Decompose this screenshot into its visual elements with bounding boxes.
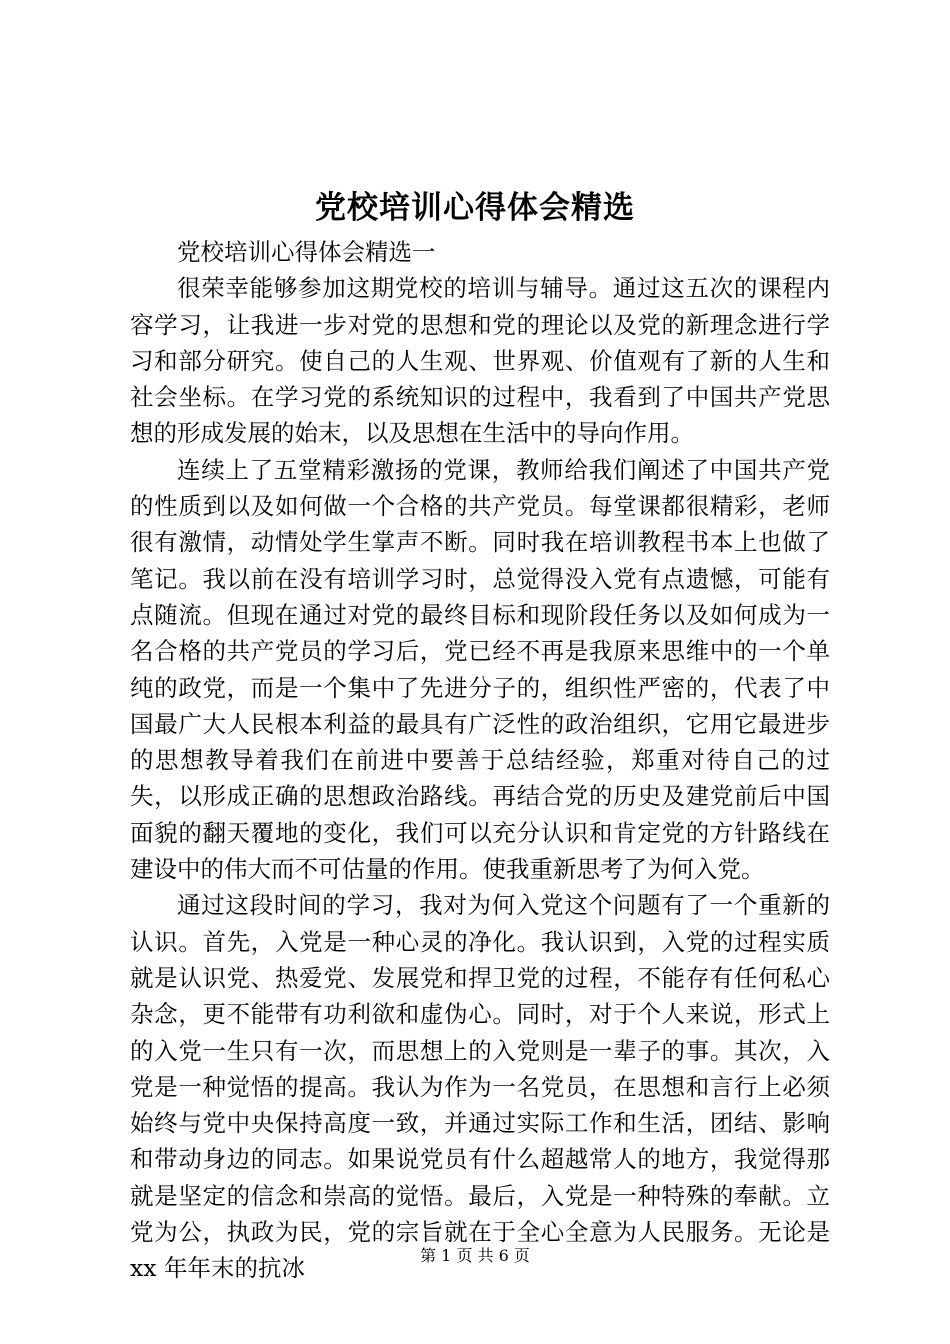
section-heading: 党校培训心得体会精选一: [177, 238, 436, 266]
document-body: [130, 234, 830, 1287]
page-number-footer: 第 1 页 共 6 页: [420, 1246, 530, 1265]
paragraph: 连续上了五堂精彩激扬的党课，教师给我们阐述了中国共产党的性质到以及如何做一个合格的共产党员。每堂课都很精彩，老师很有激情，动情处学生掌声不断。同时我在培训教程书本上也做了笔记。我以前在没有培训学习时，总觉得没入党有点遗憾，可能有点随流。但现在通过对党的最终目标和现阶段任务以及如何成为一名合格的共产党员的学习后，党已经不再是我原来思维中的一个单纯的政党，而是一个集中了先进分子的，组织性严密的，代表了中国最广大人民根本利益的最具有广泛性的政治组织，它用它最进步的思想教导着我们在前进中要善于总结经验，郑重对待自己的过失，以形成正确的思想政治路线。再结合党的历史及建党前后中国面貌的翻天覆地的变化，我们可以充分认识和肯定党的方针路线在建设中的伟大而不可估量的作用。使我重新思考了为何入党。: [130, 455, 830, 884]
paragraph: 很荣幸能够参加这期党校的培训与辅导。通过这五次的课程内容学习，让我进一步对党的思想和党的理论以及党的新理念进行学习和部分研究。使自己的人生观、世界观、价值观有了新的人生和社会坐标。在学习党的系统知识的过程中，我看到了中国共产党思想的形成发展的始末，以及思想在生活中的导向作用。: [130, 274, 830, 448]
document-title: 党校培训心得体会精选: [315, 190, 635, 226]
paragraph: 通过这段时间的学习，我对为何入党这个问题有了一个重新的认识。首先，入党是一种心灵的净化。我认识到，入党的过程实质就是认识党、热爱党、发展党和捍卫党的过程，不能存有任何私心杂念，更不能带有功利欲和虚伪心。同时，对于个人来说，形式上的入党一生只有一次，而思想上的入党则是一辈子的事。其次，入党是一种觉悟的提高。我认为作为一名党员，在思想和言行上必须始终与党中央保持高度一致，并通过实际工作和生活，团结、影响和带动身边的同志。如果说党员有什么超越常人的地方，我觉得那就是坚定的信念和崇高的觉悟。最后，入党是一种特殊的奉献。立党为公，执政为民，党的宗旨就在于全心全意为人民服务。无论是 xx 年年末的抗冰: [130, 891, 830, 1283]
